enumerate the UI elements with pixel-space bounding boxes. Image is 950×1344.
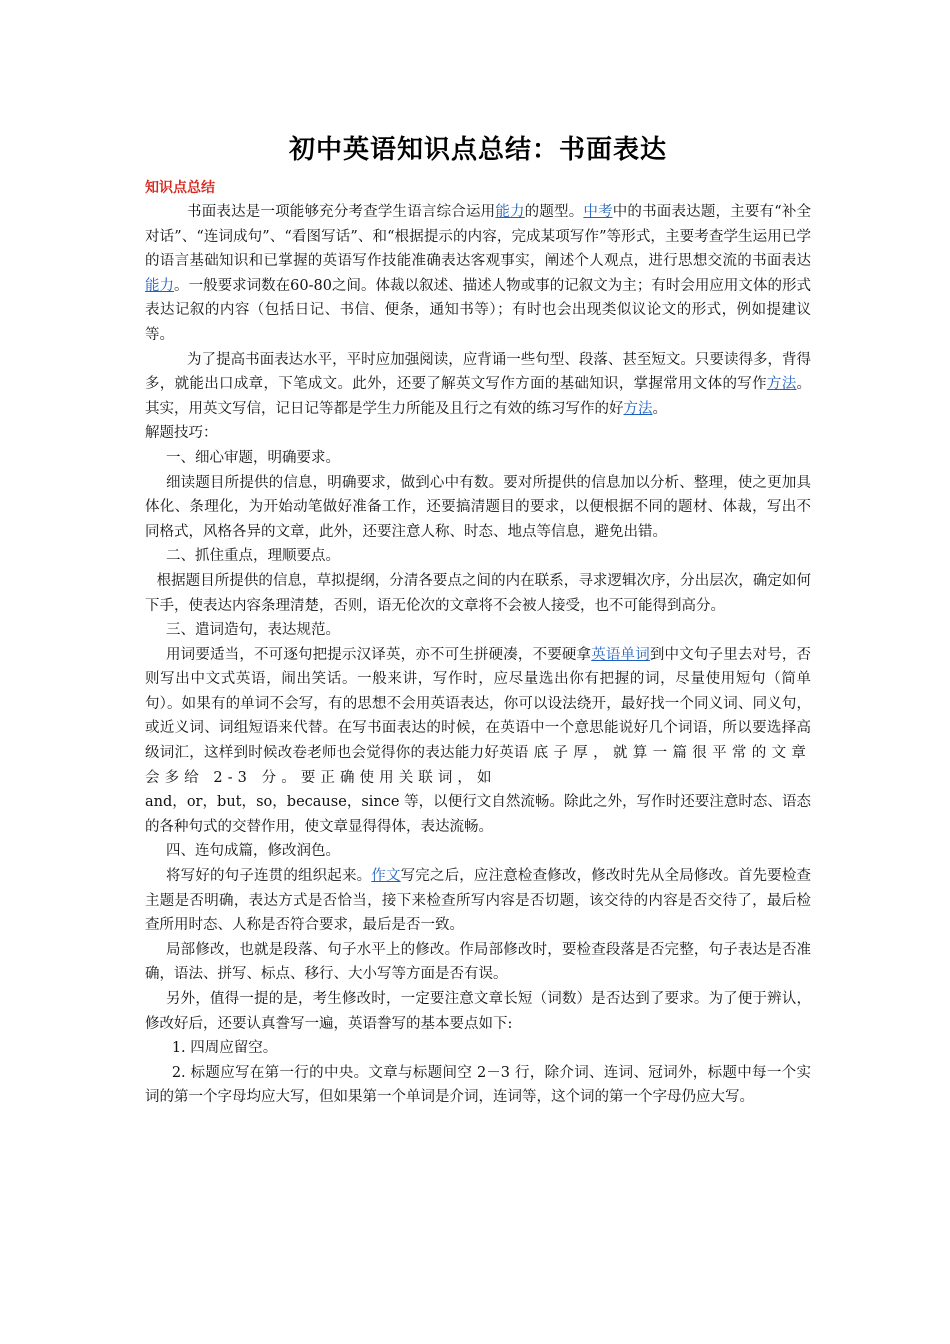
link-method-2[interactable]: 方法 xyxy=(623,400,653,417)
link-english-words[interactable]: 英语单词 xyxy=(591,646,650,663)
intro-paragraph-2 xyxy=(145,348,811,422)
text-run: 写完之后，应注意检查修改，修改时先从全局修改。首先要检查主题是否明确，表达方式是否恰当，接下来检查所写内容是否切题，该交待的内容是否交待了，最后检查所用时态、人称是否符合要求，最后是否一致。 xyxy=(145,868,812,934)
tip-paragraph-3 xyxy=(145,643,811,840)
text-run: 的题型。 xyxy=(524,204,584,220)
tip-paragraph-6: 另外，值得一提的是，考生修改时，一定要注意文章长短（词数）是否达到了要求。为了便于辨认，修改好后，还要认真誊写一遍，英语誊写的基本要点如下: xyxy=(145,991,811,1032)
intro-paragraph-1 xyxy=(145,200,811,348)
text-run: and，or，but，so，because，since 等，以便行文自然流畅。除此之外，写作时还要注意时态、语态的各种句式的交替作用，使文章显得得体，表达流畅。 xyxy=(145,794,811,835)
text-run: 。 xyxy=(652,400,667,417)
section-label: 知识点总结 xyxy=(145,180,215,196)
text-run: 用词要适当，不可逐句把提示汉译英，亦不可生拼硬凑，不要硬拿 xyxy=(166,646,592,663)
tip-paragraph-1: 细读题目所提供的信息，明确要求，做到心中有数。要对所提供的信息加以分析、整理，使之更加具体化、条理化，为开始动笔做好准备工作，还要搞清题目的要求，以便根据不同的题材、体裁，写出不同格式，风格各异的文章，此外，还要注意人称、时态、地点等信息，避免出错。 xyxy=(145,474,811,540)
tips-label: 解题技巧： xyxy=(145,425,218,442)
text-run: 将写好的句子连贯的组织起来。 xyxy=(166,868,372,885)
tip-paragraph-4 xyxy=(145,864,811,938)
tip-paragraph-2: 根据题目所提供的信息，草拟提纲，分清各要点之间的内在联系，寻求逻辑次序，分出层次，确定如何下手，使表达内容条理清楚，否则，语无伦次的文章将不会被人接受，也不可能得到高分。 xyxy=(145,572,811,614)
text-run: 。一般要求词数在60-80之间。体裁以叙述、描述人物或事的记叙文为主；有时会用应用文体的形式表达记叙的内容（包括日记、书信、便条，通知书等）；有时也会出现类似议论文的形式，例如提建议等。 xyxy=(145,277,811,343)
tip-paragraph-5: 局部修改，也就是段落、句子水平上的修改。作局部修改时，要检查段落是否完整，句子表达是否准确，语法、拼写、标点、移行、大小写等方面是否有误。 xyxy=(145,941,811,983)
tip-heading-1: 一、细心审题，明确要求。 xyxy=(166,449,341,466)
text-run: 。其实，用英文写信，记日记等都是学生力所能及且行之有效的练习写作的好 xyxy=(145,376,812,417)
link-ability[interactable]: 能力 xyxy=(495,204,525,220)
tip-heading-2: 二、抓住重点，理顺要点。 xyxy=(166,548,341,565)
text-run: 中的书面表达题，主要有“补全对话”、“连词成句”、“看图写话”、和“根据提示的内容，完成某项写作”等形式，主要考查学生运用已学的语言基础知识和已掌握的英语写作技能准确表达客观事实，阐述个人观点，进行思想交流的书面表达 xyxy=(145,204,811,270)
tip-heading-3: 三、遣词造句，表达规范。 xyxy=(166,622,341,639)
text-run: 书面表达是一项能够充分考查学生语言综合运用 xyxy=(187,204,496,220)
text-run: 为了提高书面表达水平，平时应加强阅读，应背诵一些句型、段落、甚至短文。只要读得多，背得多，就能出口成章，下笔成文。此外，还要了解英文写作方面的基础知识，掌握常用文体的写作 xyxy=(145,351,811,393)
page-title: 初中英语知识点总结：书面表达 xyxy=(288,135,667,165)
text-run-spaced: 语底子厚，就算一篇很平常的文章会多给 2-3 分。要正确使用关联词，如 xyxy=(145,745,811,786)
tip-heading-4: 四、连句成篇，修改润色。 xyxy=(166,843,341,860)
link-method[interactable]: 方法 xyxy=(766,376,797,393)
link-composition[interactable]: 作文 xyxy=(371,868,401,885)
link-ability-2[interactable]: 能力 xyxy=(145,277,175,294)
list-item-1: 1. 四周应留空。 xyxy=(171,1040,278,1057)
list-item-2: 2. 标题应写在第一行的中央。文章与标题间空 2－3 行，除介词、连词、冠词外，标题中每一个实词的第一个字母均应大写，但如果第一个单词是介词，连词等，这个词的第一个字母仍应大写。 xyxy=(145,1064,811,1106)
link-zhongkao[interactable]: 中考 xyxy=(583,204,613,220)
text-run: 到中文句子里去对号，否则写出中文式英语，闹出笑话。一般来讲，写作时，应尽量选出你有把握的词，尽量使用短句（简单句）。如果有的单词不会写，有的思想不会用英语表达，你可以设法绕开，最好找一个同义词、同义句，或近义词、词组短语来代替。在写书面表达的时候，在英语中一个意思能说好几个词语，所以要选择高级词汇，这样到时候改卷老师也会觉得你的表达能力好英 xyxy=(145,646,812,762)
document-body xyxy=(145,134,811,1110)
